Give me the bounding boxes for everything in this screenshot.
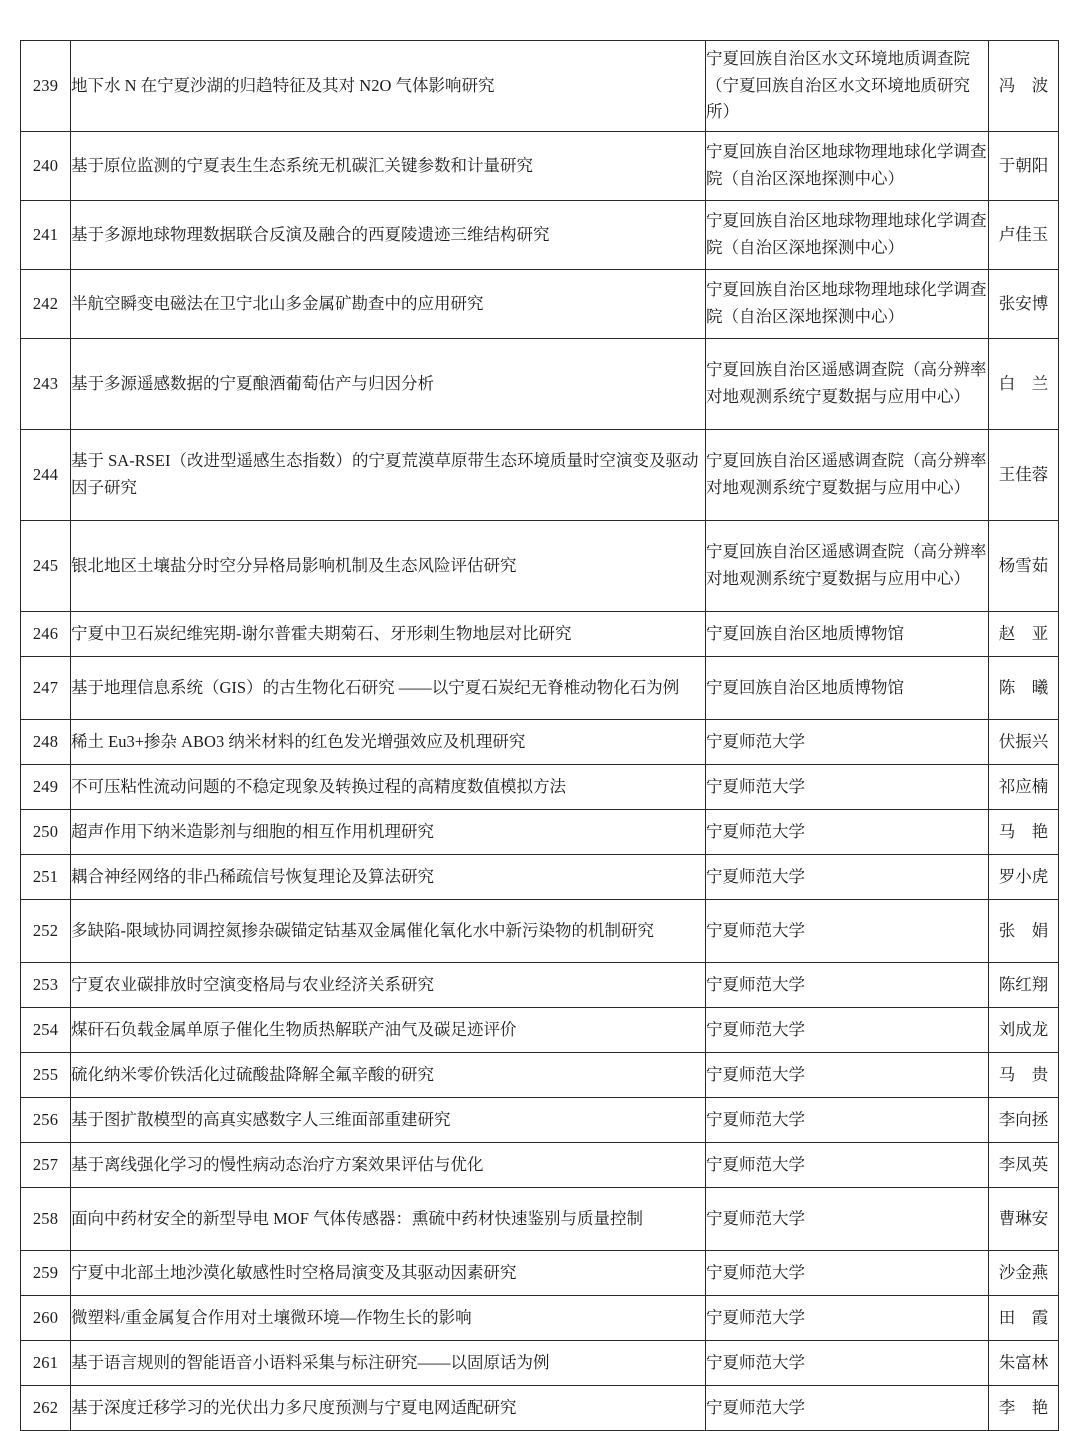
organization-cell: 宁夏师范大学 — [706, 963, 989, 1008]
row-number-cell: 256 — [21, 1098, 71, 1143]
row-number-cell: 261 — [21, 1341, 71, 1386]
leader-name-cell: 张 娟 — [989, 900, 1059, 963]
table-row — [21, 1008, 1059, 1053]
organization-cell: 宁夏师范大学 — [706, 765, 989, 810]
organization-cell: 宁夏师范大学 — [706, 1098, 989, 1143]
table-row — [21, 1341, 1059, 1386]
table-row — [21, 1296, 1059, 1341]
row-number-cell: 244 — [21, 430, 71, 521]
project-title-cell: 基于深度迁移学习的光伏出力多尺度预测与宁夏电网适配研究 — [71, 1386, 706, 1431]
organization-cell: 宁夏师范大学 — [706, 1251, 989, 1296]
project-title-cell: 多缺陷-限域协同调控氮掺杂碳锚定钴基双金属催化氧化水中新污染物的机制研究 — [71, 900, 706, 963]
organization-cell: 宁夏回族自治区地球物理地球化学调查院（自治区深地探测中心） — [706, 270, 989, 339]
leader-name-cell: 曹琳安 — [989, 1188, 1059, 1251]
table-row — [21, 855, 1059, 900]
row-number-cell: 260 — [21, 1296, 71, 1341]
table-body — [21, 41, 1059, 1431]
leader-name-cell: 李向拯 — [989, 1098, 1059, 1143]
organization-cell: 宁夏回族自治区地球物理地球化学调查院（自治区深地探测中心） — [706, 132, 989, 201]
project-title-cell: 宁夏中北部土地沙漠化敏感性时空格局演变及其驱动因素研究 — [71, 1251, 706, 1296]
leader-name-cell: 沙金燕 — [989, 1251, 1059, 1296]
table-row — [21, 41, 1059, 132]
row-number-cell: 242 — [21, 270, 71, 339]
organization-cell: 宁夏师范大学 — [706, 855, 989, 900]
row-number-cell: 254 — [21, 1008, 71, 1053]
organization-cell: 宁夏师范大学 — [706, 1008, 989, 1053]
project-title-cell: 超声作用下纳米造影剂与细胞的相互作用机理研究 — [71, 810, 706, 855]
row-number-cell: 250 — [21, 810, 71, 855]
leader-name-cell: 赵 亚 — [989, 612, 1059, 657]
leader-name-cell: 于朝阳 — [989, 132, 1059, 201]
organization-cell: 宁夏回族自治区水文环境地质调查院（宁夏回族自治区水文环境地质研究所） — [706, 41, 989, 132]
row-number-cell: 255 — [21, 1053, 71, 1098]
project-title-cell: 基于 SA-RSEI（改进型遥感生态指数）的宁夏荒漠草原带生态环境质量时空演变及驱动因子研究 — [71, 430, 706, 521]
row-number-cell: 262 — [21, 1386, 71, 1431]
leader-name-cell: 李凤英 — [989, 1143, 1059, 1188]
leader-name-cell: 白 兰 — [989, 339, 1059, 430]
row-number-cell: 259 — [21, 1251, 71, 1296]
table-row — [21, 521, 1059, 612]
table-row — [21, 1188, 1059, 1251]
table-row — [21, 339, 1059, 430]
leader-name-cell: 伏振兴 — [989, 720, 1059, 765]
project-title-cell: 基于多源地球物理数据联合反演及融合的西夏陵遗迹三维结构研究 — [71, 201, 706, 270]
organization-cell: 宁夏师范大学 — [706, 900, 989, 963]
project-listing-table — [20, 40, 1059, 1431]
organization-cell: 宁夏师范大学 — [706, 1296, 989, 1341]
table-row — [21, 900, 1059, 963]
row-number-cell: 253 — [21, 963, 71, 1008]
leader-name-cell: 马 贵 — [989, 1053, 1059, 1098]
table-row — [21, 1251, 1059, 1296]
table-row — [21, 430, 1059, 521]
project-title-cell: 基于图扩散模型的高真实感数字人三维面部重建研究 — [71, 1098, 706, 1143]
row-number-cell: 258 — [21, 1188, 71, 1251]
leader-name-cell: 罗小虎 — [989, 855, 1059, 900]
table-row — [21, 132, 1059, 201]
row-number-cell: 248 — [21, 720, 71, 765]
leader-name-cell: 卢佳玉 — [989, 201, 1059, 270]
project-title-cell: 宁夏中卫石炭纪维宪期-谢尔普霍夫期菊石、牙形刺生物地层对比研究 — [71, 612, 706, 657]
organization-cell: 宁夏回族自治区地球物理地球化学调查院（自治区深地探测中心） — [706, 201, 989, 270]
organization-cell: 宁夏回族自治区地质博物馆 — [706, 657, 989, 720]
row-number-cell: 257 — [21, 1143, 71, 1188]
organization-cell: 宁夏师范大学 — [706, 720, 989, 765]
leader-name-cell: 陈红翔 — [989, 963, 1059, 1008]
leader-name-cell: 王佳蓉 — [989, 430, 1059, 521]
project-title-cell: 煤矸石负载金属单原子催化生物质热解联产油气及碳足迹评价 — [71, 1008, 706, 1053]
table-row — [21, 1386, 1059, 1431]
organization-cell: 宁夏师范大学 — [706, 1341, 989, 1386]
table-row — [21, 657, 1059, 720]
table-row — [21, 1143, 1059, 1188]
leader-name-cell: 陈 曦 — [989, 657, 1059, 720]
row-number-cell: 247 — [21, 657, 71, 720]
leader-name-cell: 刘成龙 — [989, 1008, 1059, 1053]
project-title-cell: 宁夏农业碳排放时空演变格局与农业经济关系研究 — [71, 963, 706, 1008]
organization-cell: 宁夏回族自治区地质博物馆 — [706, 612, 989, 657]
leader-name-cell: 张安博 — [989, 270, 1059, 339]
table-row — [21, 1053, 1059, 1098]
table-row — [21, 963, 1059, 1008]
organization-cell: 宁夏师范大学 — [706, 810, 989, 855]
project-title-cell: 基于多源遥感数据的宁夏酿酒葡萄估产与归因分析 — [71, 339, 706, 430]
row-number-cell: 240 — [21, 132, 71, 201]
leader-name-cell: 田 霞 — [989, 1296, 1059, 1341]
row-number-cell: 239 — [21, 41, 71, 132]
organization-cell: 宁夏师范大学 — [706, 1386, 989, 1431]
project-title-cell: 基于原位监测的宁夏表生生态系统无机碳汇关键参数和计量研究 — [71, 132, 706, 201]
organization-cell: 宁夏师范大学 — [706, 1143, 989, 1188]
project-title-cell: 稀土 Eu3+掺杂 ABO3 纳米材料的红色发光增强效应及机理研究 — [71, 720, 706, 765]
project-title-cell: 银北地区土壤盐分时空分异格局影响机制及生态风险评估研究 — [71, 521, 706, 612]
project-title-cell: 不可压粘性流动问题的不稳定现象及转换过程的高精度数值模拟方法 — [71, 765, 706, 810]
leader-name-cell: 朱富林 — [989, 1341, 1059, 1386]
leader-name-cell: 冯 波 — [989, 41, 1059, 132]
row-number-cell: 249 — [21, 765, 71, 810]
row-number-cell: 245 — [21, 521, 71, 612]
organization-cell: 宁夏回族自治区遥感调查院（高分辨率对地观测系统宁夏数据与应用中心） — [706, 521, 989, 612]
project-title-cell: 耦合神经网络的非凸稀疏信号恢复理论及算法研究 — [71, 855, 706, 900]
project-title-cell: 基于地理信息系统（GIS）的古生物化石研究 ——以宁夏石炭纪无脊椎动物化石为例 — [71, 657, 706, 720]
row-number-cell: 241 — [21, 201, 71, 270]
table-row — [21, 1098, 1059, 1143]
table-row — [21, 612, 1059, 657]
project-title-cell: 微塑料/重金属复合作用对土壤微环境—作物生长的影响 — [71, 1296, 706, 1341]
organization-cell: 宁夏回族自治区遥感调查院（高分辨率对地观测系统宁夏数据与应用中心） — [706, 339, 989, 430]
table-row — [21, 810, 1059, 855]
leader-name-cell: 马 艳 — [989, 810, 1059, 855]
table-row — [21, 201, 1059, 270]
row-number-cell: 243 — [21, 339, 71, 430]
table-row — [21, 765, 1059, 810]
row-number-cell: 252 — [21, 900, 71, 963]
project-title-cell: 基于离线强化学习的慢性病动态治疗方案效果评估与优化 — [71, 1143, 706, 1188]
organization-cell: 宁夏回族自治区遥感调查院（高分辨率对地观测系统宁夏数据与应用中心） — [706, 430, 989, 521]
organization-cell: 宁夏师范大学 — [706, 1053, 989, 1098]
leader-name-cell: 杨雪茹 — [989, 521, 1059, 612]
project-title-cell: 面向中药材安全的新型导电 MOF 气体传感器：熏硫中药材快速鉴别与质量控制 — [71, 1188, 706, 1251]
organization-cell: 宁夏师范大学 — [706, 1188, 989, 1251]
project-title-cell: 基于语言规则的智能语音小语料采集与标注研究——以固原话为例 — [71, 1341, 706, 1386]
row-number-cell: 251 — [21, 855, 71, 900]
project-title-cell: 地下水 N 在宁夏沙湖的归趋特征及其对 N2O 气体影响研究 — [71, 41, 706, 132]
row-number-cell: 246 — [21, 612, 71, 657]
project-title-cell: 半航空瞬变电磁法在卫宁北山多金属矿勘查中的应用研究 — [71, 270, 706, 339]
table-row — [21, 720, 1059, 765]
table-row — [21, 270, 1059, 339]
leader-name-cell: 祁应楠 — [989, 765, 1059, 810]
leader-name-cell: 李 艳 — [989, 1386, 1059, 1431]
project-title-cell: 硫化纳米零价铁活化过硫酸盐降解全氟辛酸的研究 — [71, 1053, 706, 1098]
